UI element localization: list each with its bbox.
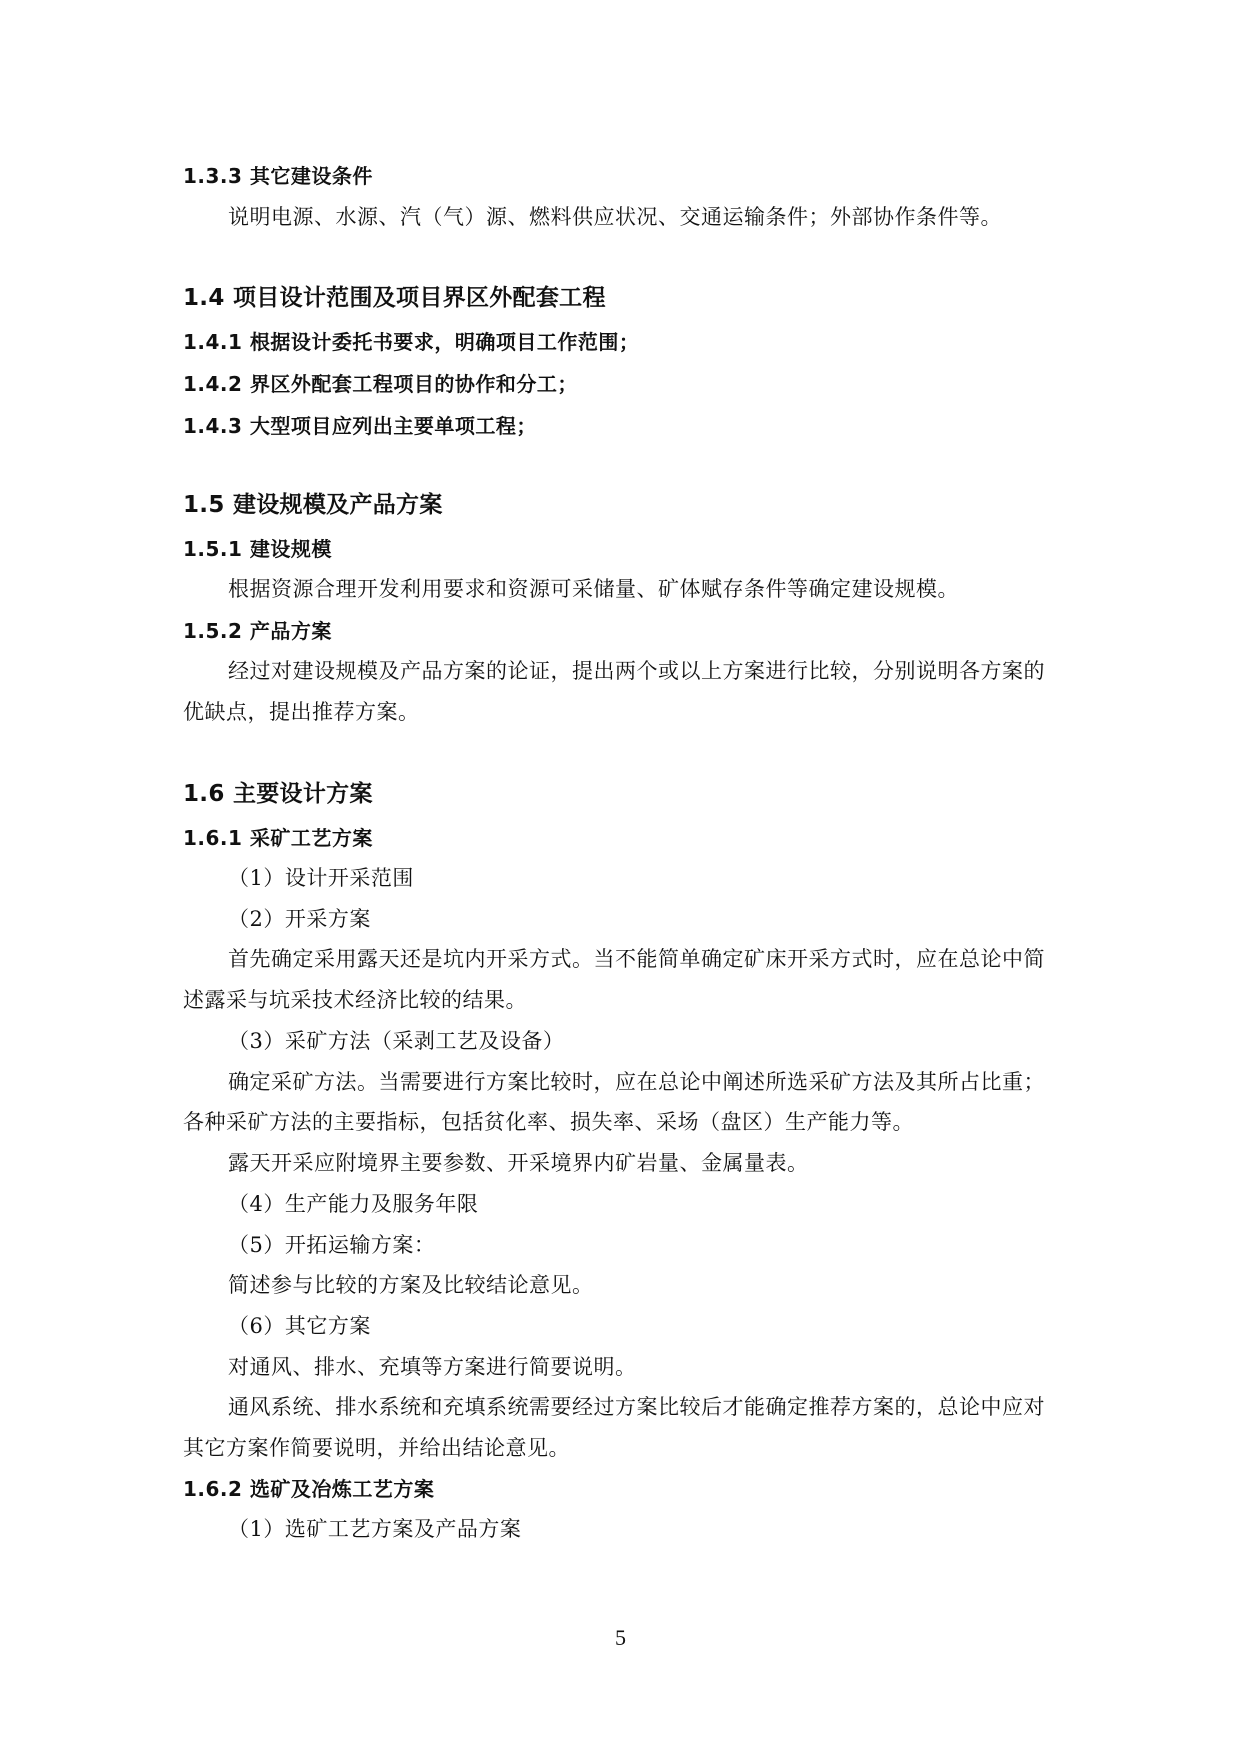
paragraph-item3-line2: 各种采矿方法的主要指标，包括贫化率、损失率、采场（盘区）生产能力等。 xyxy=(183,1110,914,1134)
list-item-5: （5）开拓运输方案： xyxy=(228,1233,436,1257)
list-item-1-6-2-1: （1）选矿工艺方案及产品方案 xyxy=(228,1517,522,1541)
heading-1-5-1: 1.5.1 建设规模 xyxy=(183,537,332,561)
paragraph-1-5-1: 根据资源合理开发利用要求和资源可采储量、矿体赋存条件等确定建设规模。 xyxy=(228,577,959,601)
list-item-2: （2）开采方案 xyxy=(228,907,371,931)
heading-1-6-1: 1.6.1 采矿工艺方案 xyxy=(183,826,373,850)
heading-1-4: 1.4 项目设计范围及项目界区外配套工程 xyxy=(183,285,606,311)
paragraph-1-5-2-line2: 优缺点，提出推荐方案。 xyxy=(183,700,420,724)
heading-1-5-2: 1.5.2 产品方案 xyxy=(183,619,332,643)
paragraph-1-3-3: 说明电源、水源、汽（气）源、燃料供应状况、交通运输条件；外部协作条件等。 xyxy=(228,205,1002,229)
paragraph-item5: 简述参与比较的方案及比较结论意见。 xyxy=(228,1273,594,1297)
paragraph-item6-line1: 对通风、排水、充填等方案进行简要说明。 xyxy=(228,1355,637,1379)
paragraph-item3-line3: 露天开采应附境界主要参数、开采境界内矿岩量、金属量表。 xyxy=(228,1151,809,1175)
heading-1-5: 1.5 建设规模及产品方案 xyxy=(183,492,443,518)
paragraph-item6-line2: 通风系统、排水系统和充填系统需要经过方案比较后才能确定推荐方案的，总论中应对 xyxy=(228,1395,1045,1419)
heading-1-3-3: 1.3.3 其它建设条件 xyxy=(183,164,373,188)
list-item-6: （6）其它方案 xyxy=(228,1314,371,1338)
paragraph-item2-line1: 首先确定采用露天还是坑内开采方式。当不能简单确定矿床开采方式时，应在总论中简 xyxy=(228,947,1045,971)
list-item-1: （1）设计开采范围 xyxy=(228,866,414,890)
list-item-4: （4）生产能力及服务年限 xyxy=(228,1192,479,1216)
paragraph-1-5-2-line1: 经过对建设规模及产品方案的论证，提出两个或以上方案进行比较，分别说明各方案的 xyxy=(228,659,1045,683)
heading-1-4-2: 1.4.2 界区外配套工程项目的协作和分工； xyxy=(183,372,578,396)
list-item-3: （3）采矿方法（采剥工艺及设备） xyxy=(228,1029,565,1053)
paragraph-item6-line3: 其它方案作简要说明，并给出结论意见。 xyxy=(183,1436,570,1460)
heading-1-4-1: 1.4.1 根据设计委托书要求，明确项目工作范围； xyxy=(183,330,640,354)
page-number: 5 xyxy=(615,1625,626,1650)
heading-1-6-2: 1.6.2 选矿及冶炼工艺方案 xyxy=(183,1477,435,1501)
heading-1-4-3: 1.4.3 大型项目应列出主要单项工程； xyxy=(183,414,537,438)
paragraph-item2-line2: 述露采与坑采技术经济比较的结果。 xyxy=(183,988,527,1012)
heading-1-6: 1.6 主要设计方案 xyxy=(183,781,373,807)
paragraph-item3-line1: 确定采矿方法。当需要进行方案比较时，应在总论中阐述所选采矿方法及其所占比重； xyxy=(228,1070,1045,1094)
